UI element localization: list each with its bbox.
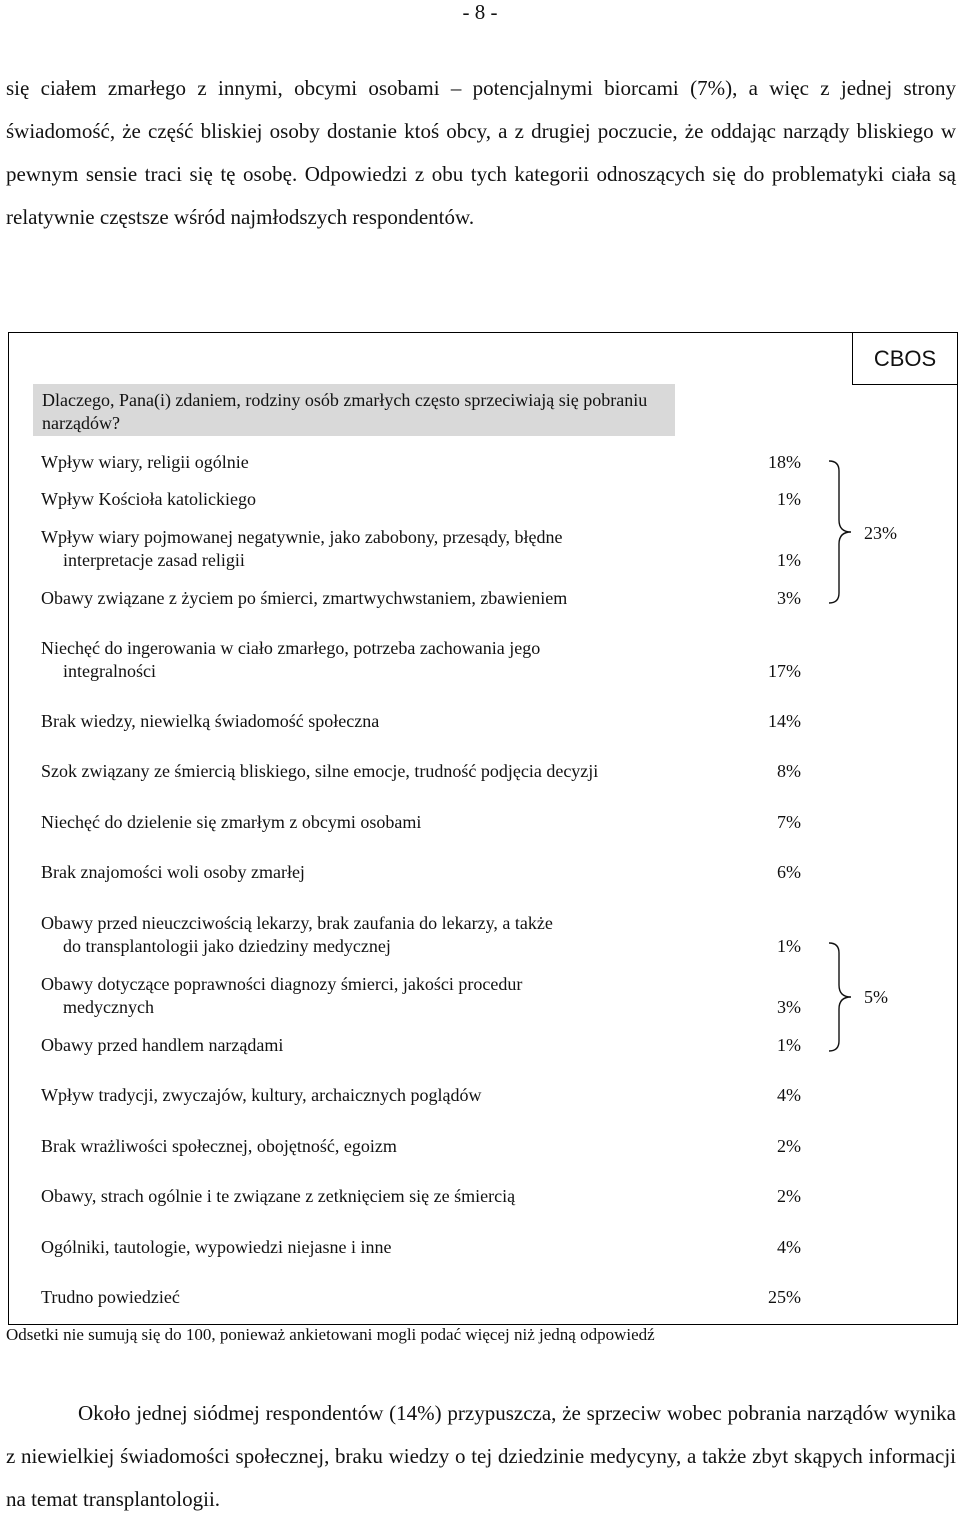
answer-row <box>41 760 801 783</box>
survey-question: Dlaczego, Pana(i) zdaniem, rodziny osób zmarłych często sprzeciwiają się pobraniu narządów? <box>33 384 675 436</box>
group-brace <box>827 941 853 1053</box>
group-value: 23% <box>864 523 897 543</box>
answer-row <box>41 488 801 511</box>
answer-label: Obawy, strach ogólnie i te związane z zetknięciem się ze śmiercią <box>41 1186 516 1206</box>
paragraph-top: się ciałem zmarłego z innymi, obcymi osobami – potencjalnymi biorcami (7%), a więc z jednej strony świadomość, że część bliskiej osoby dostanie ktoś obcy, a z drugiej poczucie, że oddając narządy bliskiego w pewnym sensie traci się tę osobę. Odpowiedzi z obu tych kategorii odnoszących się do problematyki ciała są relatywnie częstsze wśród najmłodszych respondentów. <box>6 76 956 229</box>
answer-value: 4% <box>777 1085 801 1105</box>
answer-row <box>41 451 801 474</box>
answer-value: 6% <box>777 862 801 882</box>
answer-label: Wpływ wiary pojmowanej negatywnie, jako zabobony, przesądy, błędne <box>41 527 563 547</box>
answer-row <box>41 1135 801 1158</box>
answer-label-cont: interpretacje zasad religii <box>63 550 245 570</box>
answer-value: 8% <box>777 761 801 781</box>
answer-row <box>41 637 801 683</box>
answer-label: Niechęć do dzielenie się zmarłym z obcymi osobami <box>41 812 422 832</box>
paragraph-bottom: Około jednej siódmej respondentów (14%) przypuszcza, że sprzeciw wobec pobrania narządów wynika z niewielkiej świadomości społecznej, braku wiedzy o tej dziedzinie medycyny, a także zbyt skąpych informacji na temat transplantologii. <box>6 1401 956 1511</box>
answer-row <box>41 973 801 1019</box>
answer-value: 1% <box>777 1035 801 1055</box>
answer-row <box>41 526 801 572</box>
answer-row <box>41 1084 801 1107</box>
answer-label: Niechęć do ingerowania w ciało zmarłego, potrzeba zachowania jego <box>41 638 541 658</box>
page-number: - 8 - <box>462 0 498 24</box>
answer-label-cont: integralności <box>63 661 156 681</box>
answer-label: Brak wiedzy, niewielką świadomość społeczna <box>41 711 380 731</box>
answer-value: 1% <box>777 489 801 509</box>
answer-value: 3% <box>777 997 801 1017</box>
answer-label: Wpływ wiary, religii ogólnie <box>41 452 249 472</box>
answer-label-cont: do transplantologii jako dziedziny medycznej <box>63 936 391 956</box>
group-brace <box>827 459 853 605</box>
answer-label: Wpływ tradycji, zwyczajów, kultury, archaicznych poglądów <box>41 1085 482 1105</box>
answer-value: 7% <box>777 812 801 832</box>
answer-label: Obawy związane z życiem po śmierci, zmartwychwstaniem, zbawieniem <box>41 588 568 608</box>
answer-label: Szok związany ze śmiercią bliskiego, silne emocje, trudność podjęcia decyzji <box>41 761 599 781</box>
answer-value: 14% <box>768 711 801 731</box>
answer-label: Brak wrażliwości społecznej, obojętność, egoizm <box>41 1136 397 1156</box>
answer-label: Wpływ Kościoła katolickiego <box>41 489 256 509</box>
answer-value: 2% <box>777 1136 801 1156</box>
answer-label: Ogólniki, tautologie, wypowiedzi niejasne i inne <box>41 1237 392 1257</box>
answer-row <box>41 811 801 834</box>
source-label: CBOS <box>852 332 958 385</box>
answer-row <box>41 1286 801 1309</box>
answer-value: 17% <box>768 661 801 681</box>
answer-label: Obawy dotyczące poprawności diagnozy śmierci, jakości procedur <box>41 974 523 994</box>
answer-row <box>41 1034 801 1057</box>
answer-value: 2% <box>777 1186 801 1206</box>
answer-row <box>41 587 801 610</box>
answer-value: 3% <box>777 588 801 608</box>
answer-row <box>41 710 801 733</box>
answer-value: 25% <box>768 1287 801 1307</box>
answer-value: 4% <box>777 1237 801 1257</box>
answer-label: Brak znajomości woli osoby zmarłej <box>41 862 305 882</box>
answer-label: Obawy przed nieuczciwością lekarzy, brak zaufania do lekarzy, a także <box>41 913 553 933</box>
answer-row <box>41 861 801 884</box>
figure-box <box>8 332 958 1325</box>
answer-row <box>41 1236 801 1259</box>
answer-label-cont: medycznych <box>63 997 154 1017</box>
answer-value: 1% <box>777 936 801 956</box>
answer-value: 18% <box>768 452 801 472</box>
group-value: 5% <box>864 987 888 1007</box>
answer-label: Obawy przed handlem narządami <box>41 1035 284 1055</box>
footnote: Odsetki nie sumują się do 100, ponieważ ankietowani mogli podać więcej niż jedną odpowiedź <box>6 1325 655 1344</box>
answer-row <box>41 912 801 958</box>
answer-value: 1% <box>777 550 801 570</box>
answer-label: Trudno powiedzieć <box>41 1287 180 1307</box>
answer-row <box>41 1185 801 1208</box>
